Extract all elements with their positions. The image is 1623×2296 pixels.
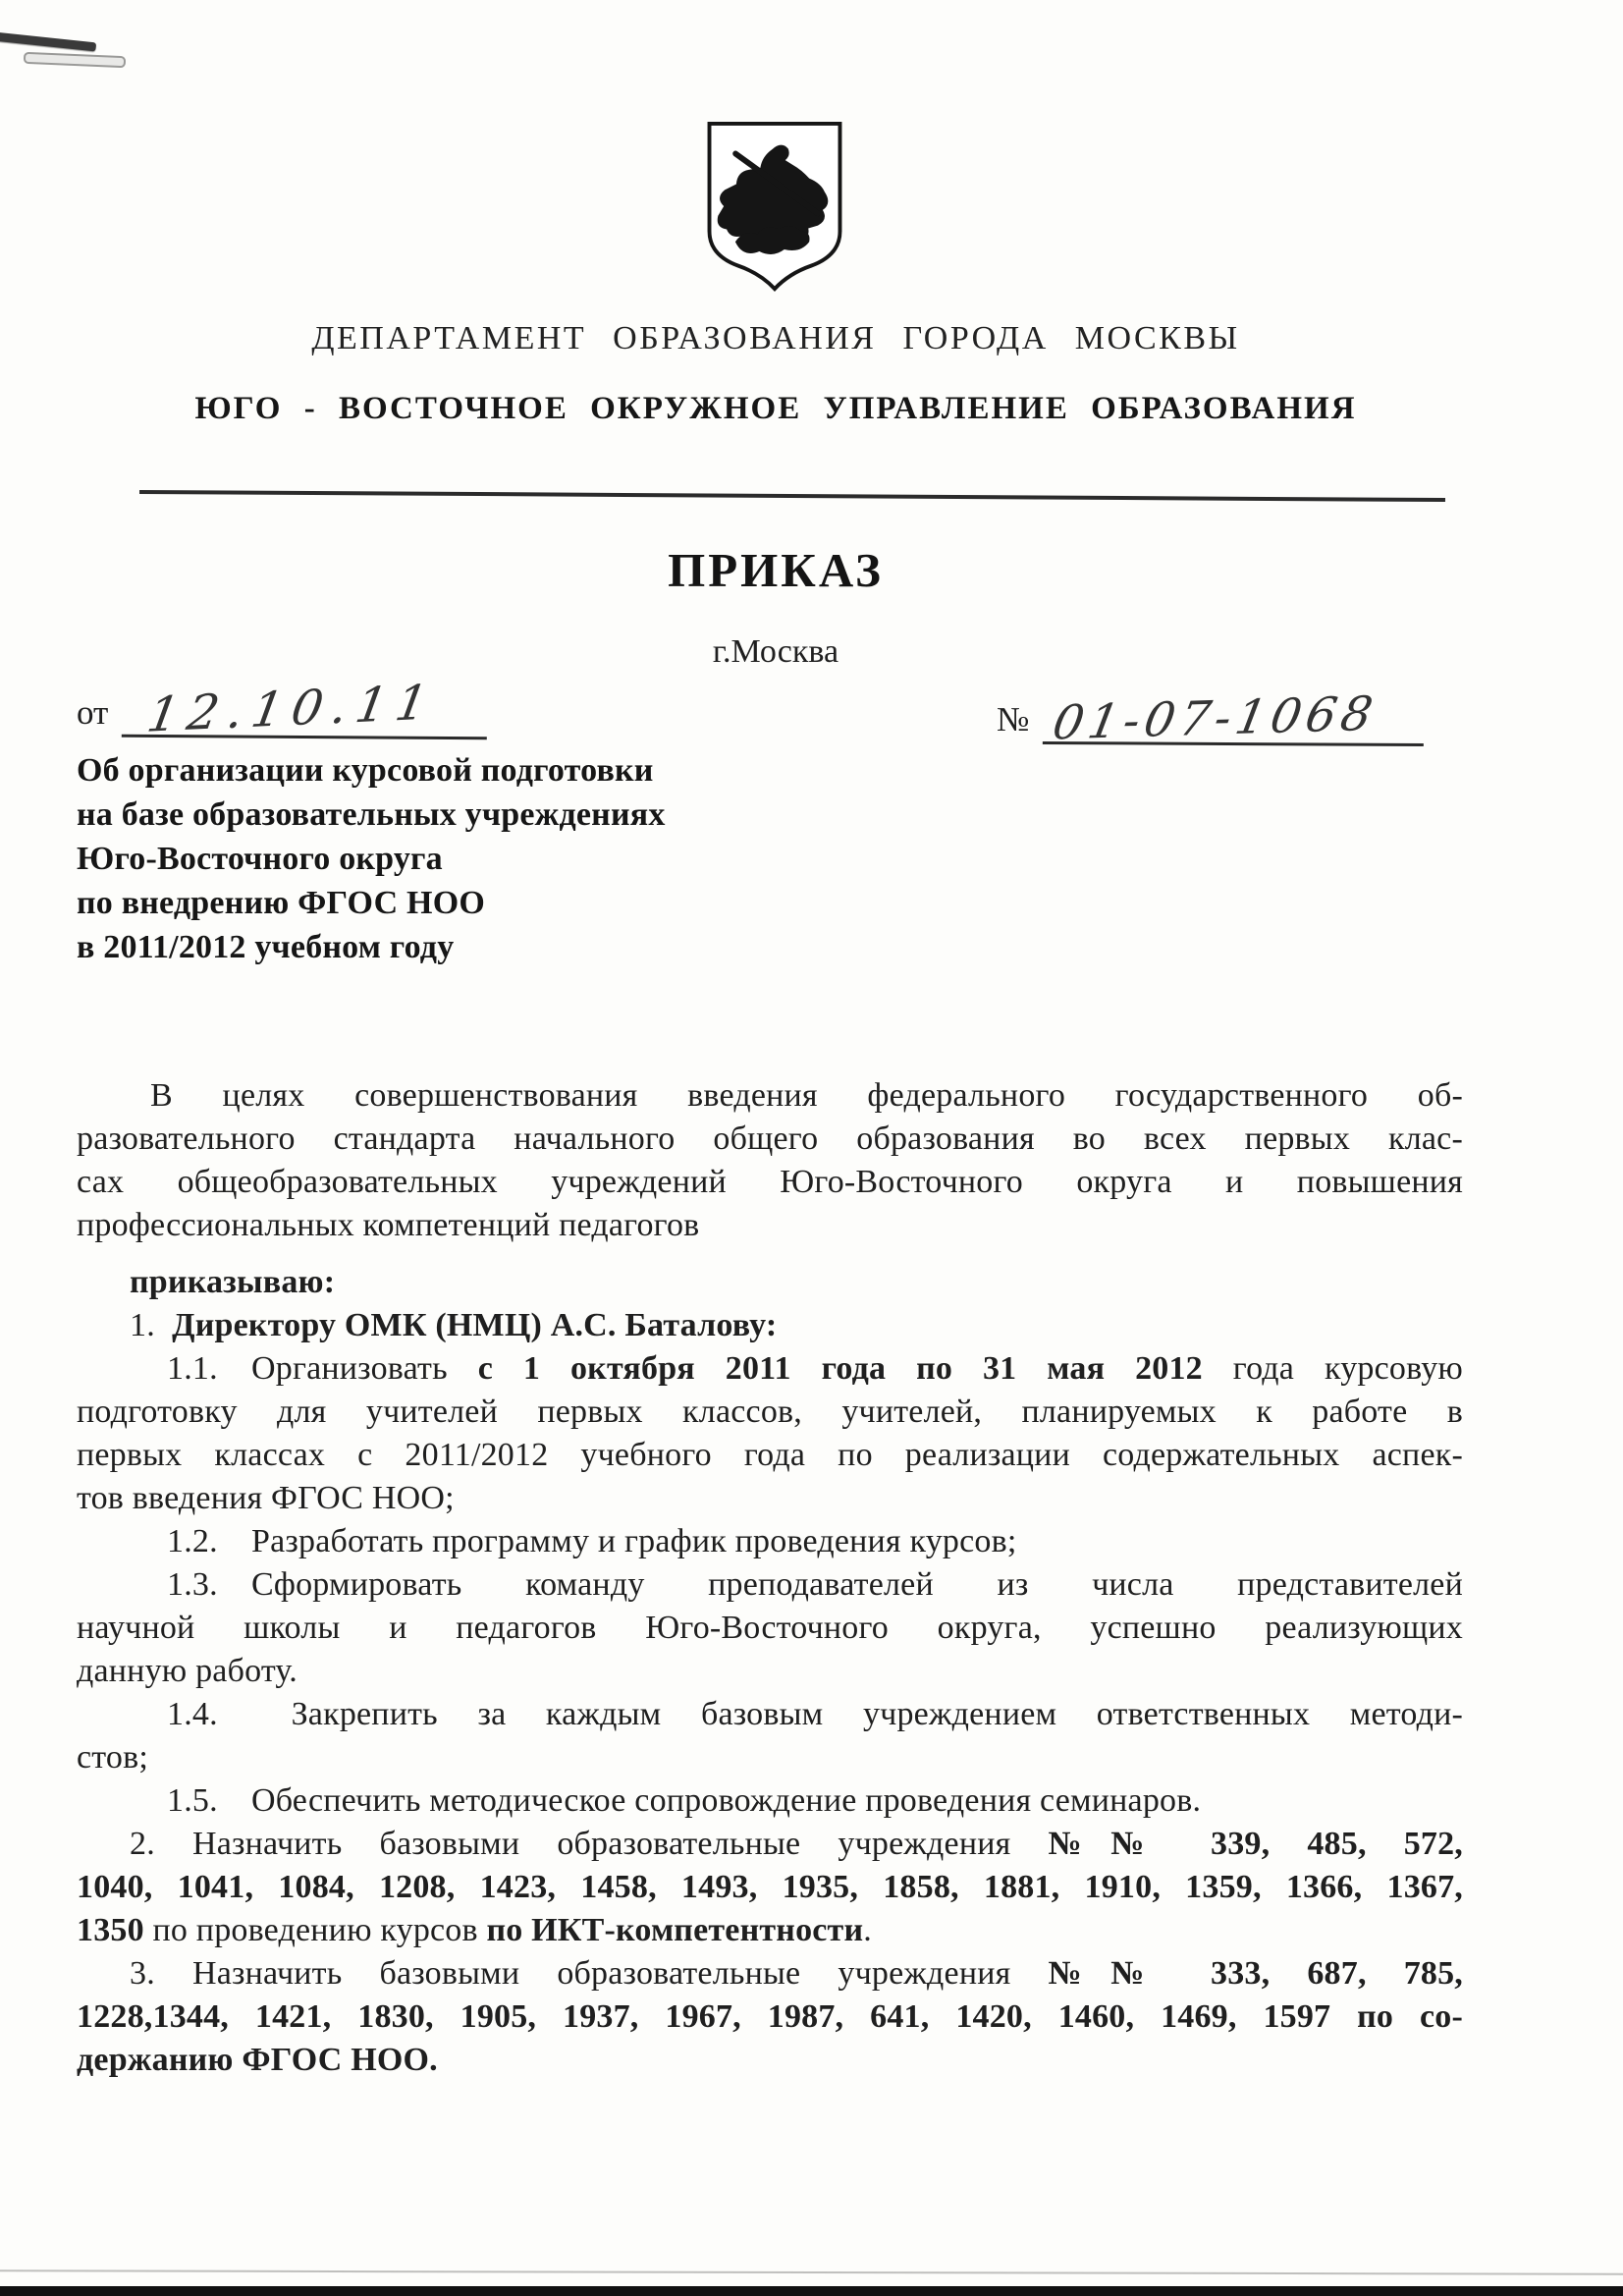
number-label: № (997, 700, 1030, 738)
body-line: сах общеобразовательных учреждений Юго-Восточного округа и повышения (77, 1164, 1463, 1200)
handwritten-date: 12.10.11 (143, 674, 441, 743)
paragraph (77, 1347, 1463, 1520)
paragraph (77, 1563, 1463, 1693)
order-subject-block (77, 748, 764, 969)
document-type-title: ПРИКАЗ (668, 543, 884, 597)
body-line: 1.1. Организовать с 1 октября 2011 года по 31 мая 2012 года курсовую (167, 1350, 1463, 1387)
number-group (997, 685, 1424, 751)
body-line: 1040, 1041, 1084, 1208, 1423, 1458, 1493, 1935, 1858, 1881, 1910, 1359, 1366, 1367, (77, 1869, 1463, 1905)
date-number-row (77, 674, 1463, 750)
staple-scan-artifact-light (24, 52, 126, 69)
subject-line: по внедрению ФГОС НОО (77, 885, 485, 921)
district-administration-name: ЮГО - ВОСТОЧНОЕ ОКРУЖНОЕ УПРАВЛЕНИЕ ОБРАЗОВАНИЯ (194, 391, 1357, 426)
body-line: первых классах с 2011/2012 учебного года по реализации содержательных аспек- (77, 1437, 1463, 1473)
subject-line: Юго-Восточного округа (77, 841, 443, 877)
body-paragraphs (77, 1074, 1463, 2082)
paragraph (77, 1304, 1463, 1347)
subject-line: в 2011/2012 учебном году (77, 929, 455, 965)
bottom-scan-line (0, 2269, 1623, 2274)
body-line: 1. Директору ОМК (НМЦ) А.С. Баталову: (130, 1307, 778, 1343)
body-line: 1350 по проведению курсов по ИКТ-компетентности. (77, 1912, 872, 1948)
body-line: 1.4. Закрепить за каждым базовым учреждением ответственных методи- (167, 1696, 1463, 1732)
date-group (77, 674, 487, 743)
body-line: 1.5. Обеспечить методическое сопровождение проведения семинаров. (167, 1782, 1202, 1819)
date-underline (122, 674, 487, 743)
body-line: В целях совершенствования введения федерального государственного об- (150, 1077, 1463, 1114)
paragraph (77, 1952, 1463, 2082)
paragraph (77, 1823, 1463, 1952)
handwritten-order-number: 01-07-1068 (1049, 685, 1382, 751)
body-line: 1.2. Разработать программу и график проведения курсов; (167, 1523, 1017, 1559)
bottom-scan-bar (0, 2286, 1623, 2296)
body-line: 1.3. Сформировать команду преподавателей из числа представителей (167, 1566, 1463, 1603)
paragraph (77, 1520, 1463, 1563)
paragraph (77, 1779, 1463, 1823)
body-line: стов; (77, 1739, 149, 1776)
number-underline (1043, 685, 1424, 751)
header-divider-line (139, 490, 1445, 502)
subject-line: Об организации курсовой подготовки (77, 752, 654, 789)
body-line: данную работу. (77, 1653, 298, 1689)
department-name: ДЕПАРТАМЕНТ ОБРАЗОВАНИЯ ГОРОДА МОСКВЫ (311, 320, 1240, 356)
body-line: 1228,1344, 1421, 1830, 1905, 1937, 1967, 1987, 641, 1420, 1460, 1469, 1597 по со- (77, 1998, 1463, 2035)
date-label: от (77, 693, 109, 732)
subject-line: на базе образовательных учреждениях (77, 796, 666, 833)
paragraph (77, 1693, 1463, 1779)
body-line: разовательного стандарта начального общего образования во всех первых клас- (77, 1121, 1463, 1157)
staple-scan-artifact-dark (0, 32, 96, 52)
paragraph (77, 1261, 1463, 1304)
body-line: тов введения ФГОС НОО; (77, 1480, 455, 1516)
body-line: подготовку для учителей первых классов, учителей, планируемых к работе в (77, 1394, 1463, 1430)
paragraph (77, 1074, 1463, 1247)
body-line: приказываю: (130, 1264, 336, 1300)
body-line: научной школы и педагогов Юго-Восточного округа, успешно реализующих (77, 1610, 1463, 1646)
city-line: г.Москва (712, 633, 839, 670)
moscow-coat-of-arms-icon (702, 121, 847, 294)
body-line: держанию ФГОС НОО. (77, 2042, 438, 2078)
body-line: 2. Назначить базовыми образовательные учреждения №№ 339, 485, 572, (130, 1826, 1464, 1862)
body-line: профессиональных компетенций педагогов (77, 1207, 700, 1243)
body-line: 3. Назначить базовыми образовательные учреждения №№ 333, 687, 785, (130, 1955, 1464, 1992)
